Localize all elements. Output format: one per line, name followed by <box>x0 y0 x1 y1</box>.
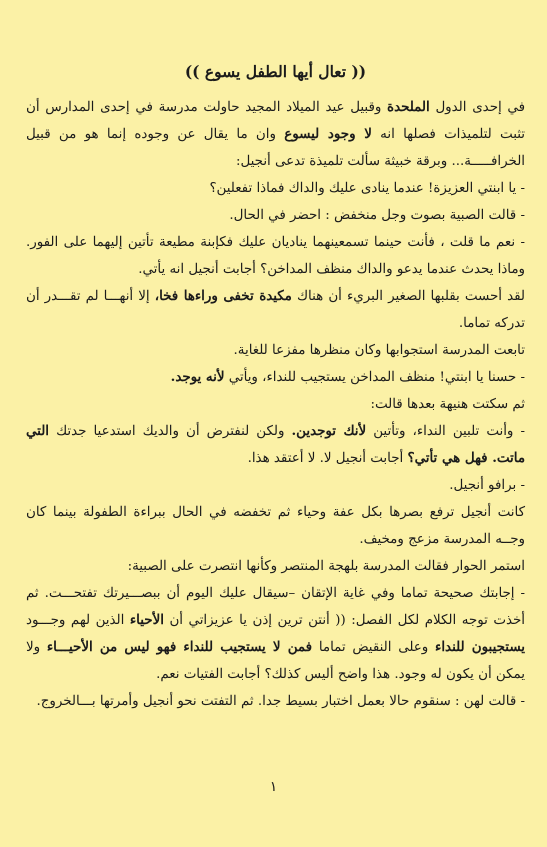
paragraph <box>26 418 525 472</box>
text-run: إلا أنهـــا لم تقـــدر أن تدركه تماما. <box>26 289 525 331</box>
paragraph <box>26 202 525 229</box>
bold-text: فمن لا يستجيب للنداء فهو ليس من الأحيـــاء <box>46 639 313 655</box>
page-number: ١ <box>269 779 278 795</box>
text-run: استمر الحوار فقالت المدرسة بلهجة المنتصر وكأنها انتصرت على الصبية: <box>127 559 525 574</box>
text-run: ولكن لنفترض أن والديك استدعيا جدتك <box>49 424 292 439</box>
paragraph <box>26 283 525 337</box>
bold-text: مكيدة تخفى وراءها فخا، <box>154 288 292 304</box>
paragraph <box>26 391 525 418</box>
document-body <box>26 94 525 715</box>
text-run: وعلى النقيض تماما <box>312 640 436 655</box>
text-run: وان ما يقال عن وجوده إنما هو من قبيل الخرافـــــة... وبرقة خبيثة سألت تلميذة تدعى أنجيل: <box>26 127 525 169</box>
paragraph <box>26 553 525 580</box>
text-run: - قالت الصبية بصوت وجل منخفض : احضر في الحال. <box>229 208 525 223</box>
text-run: في إحدى الدول <box>429 100 525 115</box>
text-run: - إجابتك صحيحة تماما وفي غاية الإتقان –سيقال عليك اليوم أن ببصـــيرتك تفتحـــت. ثم أخذت توجه الكلام لكل الفصل: (( أنتن ترين إذن يا عزيزاتي أن <box>26 586 525 628</box>
text-run: - وأنت تلبين النداء، وتأتين <box>366 424 525 439</box>
text-run: - قالت لهن : سنقوم حالا بعمل اختبار بسيط جدا. ثم التفتت نحو أنجيل وأمرتها بـــالخروج. <box>36 694 525 709</box>
page-title: (( تعال أيها الطفل يسوع )) <box>184 62 367 81</box>
text-run: وقبيل عيد الميلاد المجيد حاولت مدرسة في إحدى المدارس أن تثبت لتلميذات فصلها انه <box>26 100 526 142</box>
text-run: ثم سكتت هنيهة بعدها قالت: <box>370 397 525 412</box>
paragraph <box>26 580 525 688</box>
text-run: تابعت المدرسة استجوابها وكان منظرها مفزعا للغاية. <box>233 343 525 358</box>
bold-text: الأحياء <box>129 612 164 628</box>
bold-text: يستجيبون للنداء <box>435 639 525 655</box>
paragraph <box>26 229 525 283</box>
paragraph <box>26 94 525 175</box>
bold-text: لأنك توجدين. <box>291 423 367 439</box>
paragraph <box>26 175 525 202</box>
text-run: ولا يمكن أن يكون له وجود. هذا واضح أليس كذلك؟ أجابت الفتيات نعم. <box>26 640 525 682</box>
paragraph <box>26 472 525 499</box>
text-run: أجابت أنجيل لا. لا أعتقد هذا. <box>247 451 408 466</box>
text-run: - يا ابنتي العزيزة! عندما ينادى عليك والداك فماذا تفعلين؟ <box>209 181 525 196</box>
text-run: كانت أنجيل ترفع بصرها بكل عفة وحياء ثم تخفضه في الحال ببراءة الطفولة بينما كان وجــه المدرسة مزعج ومخيف. <box>26 505 525 547</box>
paragraph <box>26 364 525 391</box>
paragraph <box>26 688 525 715</box>
bold-text: لا وجود ليسوع <box>284 126 372 142</box>
text-run: الذين لهم وجـــود <box>26 613 130 628</box>
paragraph <box>26 337 525 364</box>
bold-text: الملحدة <box>387 99 430 115</box>
text-run: لقد أحست بقلبها الصغير البريء أن هناك <box>291 289 526 304</box>
bold-text: لأنه يوجد. <box>170 369 225 385</box>
paragraph <box>26 499 525 553</box>
text-run: - حسنا يا ابنتي! منظف المداخن يستجيب للنداء، ويأتي <box>224 370 525 385</box>
text-run: - نعم ما قلت ، فأنت حينما تسمعينهما يناديان عليك فكإبنة مطيعة تأتين إليهما على الفور. وماذا يحدث عندما يدعو والداك منظف المداخن؟ أجابت أنجيل انه يأتي. <box>26 235 525 277</box>
text-run: - برافو أنجيل. <box>449 478 525 493</box>
bold-text: التي ماتت. فهل هي تأتي؟ <box>26 423 525 466</box>
